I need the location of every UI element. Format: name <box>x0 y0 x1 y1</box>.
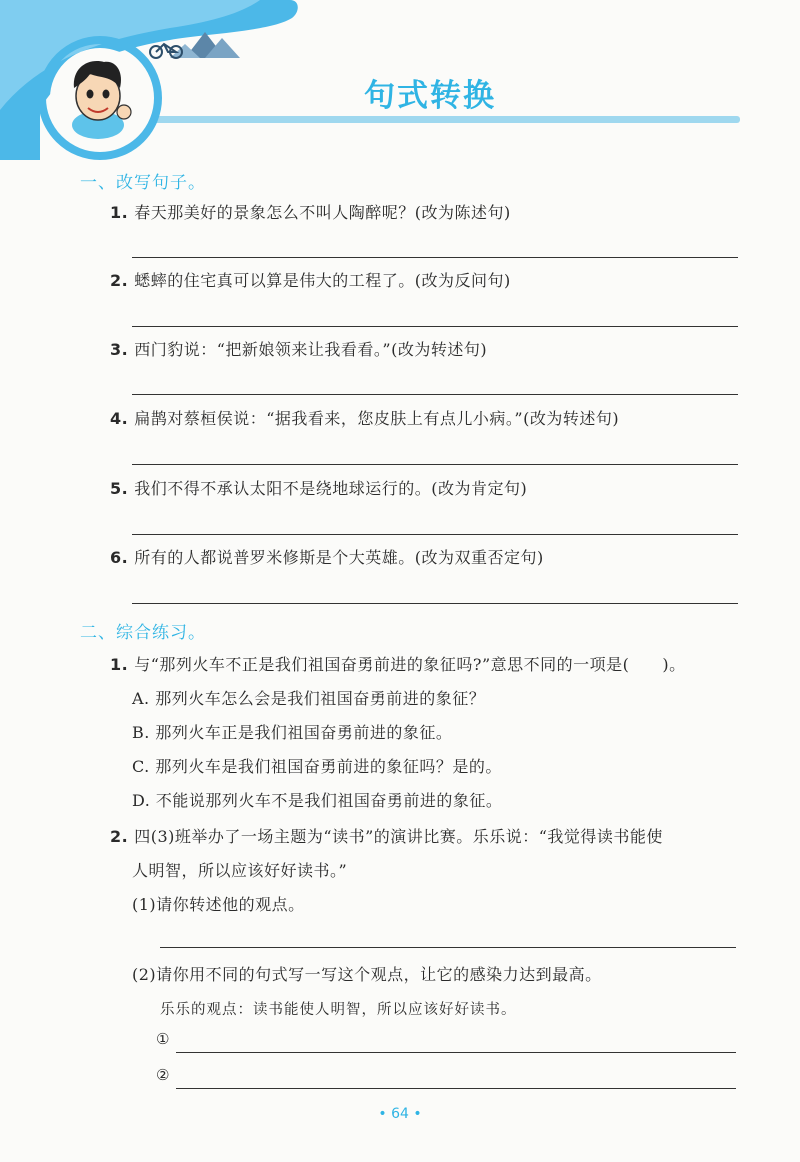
answer-line[interactable] <box>132 464 738 465</box>
question-item: 5. 我们不得不承认太阳不是绕地球运行的。(改为肯定句) <box>110 479 528 498</box>
question-item: 6. 所有的人都说普罗米修斯是个大英雄。(改为双重否定句) <box>110 548 544 567</box>
option-d: D. 不能说那列火车不是我们祖国奋勇前进的象征。 <box>132 791 503 810</box>
answer-line[interactable] <box>132 326 738 327</box>
question-continuation: 人明智，所以应该好好读书。” <box>132 861 348 880</box>
answer-line[interactable] <box>132 394 738 395</box>
answer-line[interactable] <box>132 257 738 258</box>
answer-line[interactable] <box>132 603 738 604</box>
answer-line[interactable] <box>160 947 736 948</box>
sub-question-2: (2)请你用不同的句式写一写这个观点，让它的感染力达到最高。 <box>132 965 602 984</box>
question-item: 1. 春天那美好的景象怎么不叫人陶醉呢？(改为陈述句) <box>110 203 511 222</box>
answer-line[interactable] <box>176 1088 736 1089</box>
blank-marker-1: ① <box>156 1030 170 1048</box>
question-item: 1. 与“那列火车不正是我们祖国奋勇前进的象征吗?”意思不同的一项是( )。 <box>110 655 686 674</box>
question-item: 2. 蟋蟀的住宅真可以算是伟大的工程了。(改为反问句) <box>110 271 511 290</box>
option-c: C. 那列火车是我们祖国奋勇前进的象征吗？是的。 <box>132 757 502 776</box>
handwritten-viewpoint: 乐乐的观点：读书能使人明智，所以应该好好读书。 <box>160 1002 517 1018</box>
page-title: 句式转换 <box>364 78 496 114</box>
answer-line[interactable] <box>176 1052 736 1053</box>
sub-question-1: (1)请你转述他的观点。 <box>132 895 305 914</box>
section-title-practice: 二、综合练习。 <box>80 623 206 643</box>
answer-line[interactable] <box>132 534 738 535</box>
page-number: • 64 • <box>378 1106 422 1122</box>
section-title-rewrite: 一、改写句子。 <box>80 173 206 193</box>
option-a: A. 那列火车怎么会是我们祖国奋勇前进的象征？ <box>132 689 486 708</box>
question-item: 3. 西门豹说：“把新娘领来让我看看。”(改为转述句) <box>110 340 488 359</box>
blank-marker-2: ② <box>156 1066 170 1084</box>
question-item: 4. 扁鹊对蔡桓侯说：“据我看来，您皮肤上有点儿小病。”(改为转述句) <box>110 409 620 428</box>
question-item: 2. 四(3)班举办了一场主题为“读书”的演讲比赛。乐乐说：“我觉得读书能使 <box>110 827 663 846</box>
option-b: B. 那列火车正是我们祖国奋勇前进的象征。 <box>132 723 453 742</box>
